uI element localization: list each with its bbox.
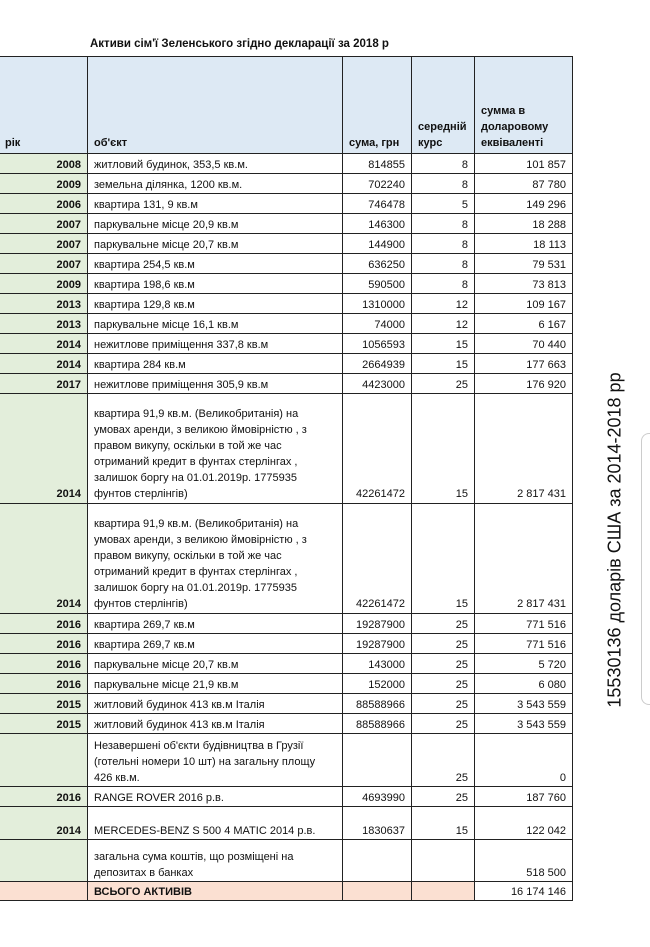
cell-rate: 25 bbox=[412, 787, 475, 807]
table-row bbox=[0, 354, 573, 374]
table-row bbox=[0, 274, 573, 294]
cell-object: квартира 91,9 кв.м. (Великобританія) на умовах аренди, з великою ймовірністю , з правом викупу, оскільки в той же час отриманий кредит в фунтах стерлінгах , залишок боргу на 01.01.2019р. 1775935 фунтов стерлінгів) bbox=[88, 504, 343, 614]
cell-usd: 3 543 559 bbox=[475, 694, 573, 714]
table-row bbox=[0, 214, 573, 234]
table-row bbox=[0, 234, 573, 254]
header-row bbox=[0, 57, 573, 154]
table-row bbox=[0, 674, 573, 694]
cell-sum-uah: 1310000 bbox=[343, 294, 412, 314]
cell-sum-uah: 152000 bbox=[343, 674, 412, 694]
cell-sum-uah bbox=[343, 734, 412, 787]
cell-sum-uah: 590500 bbox=[343, 274, 412, 294]
cell-object: паркувальне місце 20,9 кв.м bbox=[88, 214, 343, 234]
cell-year: 2009 bbox=[0, 274, 88, 294]
total-year-cell bbox=[0, 882, 88, 901]
cell-rate: 8 bbox=[412, 154, 475, 174]
total-row bbox=[0, 882, 573, 901]
cell-rate: 25 bbox=[412, 634, 475, 654]
cell-rate: 25 bbox=[412, 694, 475, 714]
cell-usd: 2 817 431 bbox=[475, 504, 573, 614]
cell-year: 2014 bbox=[0, 354, 88, 374]
cell-usd: 3 543 559 bbox=[475, 714, 573, 734]
cell-usd: 177 663 bbox=[475, 354, 573, 374]
cell-year: 2008 bbox=[0, 154, 88, 174]
cell-year: 2006 bbox=[0, 194, 88, 214]
cell-usd: 18 288 bbox=[475, 214, 573, 234]
table-row bbox=[0, 734, 573, 787]
cell-year: 2013 bbox=[0, 294, 88, 314]
cell-object: квартира 131, 9 кв.м bbox=[88, 194, 343, 214]
table-row bbox=[0, 787, 573, 807]
cell-object: нежитлове приміщення 305,9 кв.м bbox=[88, 374, 343, 394]
table-row bbox=[0, 334, 573, 354]
total-sum-cell bbox=[343, 882, 412, 901]
cell-object: Незавершені об'єкти будівництва в Грузії (готельні номери 10 шт) на загальну площу 426 кв.м. bbox=[88, 734, 343, 787]
cell-rate: 8 bbox=[412, 234, 475, 254]
cell-sum-uah: 144900 bbox=[343, 234, 412, 254]
cell-sum-uah: 88588966 bbox=[343, 694, 412, 714]
cell-year: 2016 bbox=[0, 787, 88, 807]
header-usd: сумма в доларовому еквіваленті bbox=[475, 57, 573, 154]
header-sum-uah: сума, грн bbox=[343, 57, 412, 154]
cell-object: житловий будинок 413 кв.м Італія bbox=[88, 714, 343, 734]
cell-usd: 187 760 bbox=[475, 787, 573, 807]
cell-rate: 8 bbox=[412, 274, 475, 294]
cell-sum-uah: 1056593 bbox=[343, 334, 412, 354]
cell-rate: 15 bbox=[412, 394, 475, 504]
cell-usd: 149 296 bbox=[475, 194, 573, 214]
cell-sum-uah: 143000 bbox=[343, 654, 412, 674]
cell-usd: 70 440 bbox=[475, 334, 573, 354]
header-object: об'єкт bbox=[88, 57, 343, 154]
cell-year: 2014 bbox=[0, 334, 88, 354]
cell-object: паркувальне місце 21,9 кв.м bbox=[88, 674, 343, 694]
cell-object: квартира 269,7 кв.м bbox=[88, 634, 343, 654]
table-row bbox=[0, 654, 573, 674]
cell-rate: 15 bbox=[412, 504, 475, 614]
cell-year: 2015 bbox=[0, 714, 88, 734]
cell-usd: 0 bbox=[475, 734, 573, 787]
cell-object: квартира 198,6 кв.м bbox=[88, 274, 343, 294]
cell-year: 2014 bbox=[0, 394, 88, 504]
cell-rate: 25 bbox=[412, 614, 475, 634]
cell-sum-uah bbox=[343, 840, 412, 882]
cell-sum-uah: 702240 bbox=[343, 174, 412, 194]
cell-object: нежитлове приміщення 337,8 кв.м bbox=[88, 334, 343, 354]
cell-usd: 518 500 bbox=[475, 840, 573, 882]
cell-rate: 12 bbox=[412, 314, 475, 334]
cell-rate: 5 bbox=[412, 194, 475, 214]
table-row bbox=[0, 374, 573, 394]
cell-rate: 8 bbox=[412, 254, 475, 274]
cell-sum-uah: 42261472 bbox=[343, 394, 412, 504]
cell-object: квартира 254,5 кв.м bbox=[88, 254, 343, 274]
cell-usd: 79 531 bbox=[475, 254, 573, 274]
table-row bbox=[0, 154, 573, 174]
cell-object: RANGE ROVER 2016 р.в. bbox=[88, 787, 343, 807]
cell-rate: 25 bbox=[412, 654, 475, 674]
table-row bbox=[0, 714, 573, 734]
document-title: Активи сім'ї Зеленського згідно декларації за 2018 р bbox=[90, 38, 389, 50]
cell-object: загальна сума коштів, що розміщені на депозитах в банках bbox=[88, 840, 343, 882]
cell-rate: 15 bbox=[412, 807, 475, 840]
header-year: рік bbox=[0, 57, 88, 154]
cell-object: паркувальне місце 16,1 кв.м bbox=[88, 314, 343, 334]
cell-year: 2016 bbox=[0, 654, 88, 674]
cell-usd: 6 080 bbox=[475, 674, 573, 694]
cell-usd: 771 516 bbox=[475, 614, 573, 634]
total-rate-cell bbox=[412, 882, 475, 901]
cell-year bbox=[0, 840, 88, 882]
cell-object: житловий будинок, 353,5 кв.м. bbox=[88, 154, 343, 174]
cell-usd: 73 813 bbox=[475, 274, 573, 294]
cell-sum-uah: 746478 bbox=[343, 194, 412, 214]
table-body bbox=[0, 154, 573, 901]
table-row bbox=[0, 840, 573, 882]
cell-rate: 15 bbox=[412, 334, 475, 354]
cell-rate: 25 bbox=[412, 674, 475, 694]
cell-object: квартира 284 кв.м bbox=[88, 354, 343, 374]
cell-year: 2013 bbox=[0, 314, 88, 334]
cell-year: 2014 bbox=[0, 807, 88, 840]
cell-usd: 87 780 bbox=[475, 174, 573, 194]
cell-sum-uah: 1830637 bbox=[343, 807, 412, 840]
header-rate: середній курс bbox=[412, 57, 475, 154]
cell-rate: 12 bbox=[412, 294, 475, 314]
cell-rate bbox=[412, 840, 475, 882]
cell-usd: 109 167 bbox=[475, 294, 573, 314]
table-row bbox=[0, 394, 573, 504]
cell-year bbox=[0, 734, 88, 787]
cell-year: 2016 bbox=[0, 614, 88, 634]
table-row bbox=[0, 314, 573, 334]
cell-year: 2016 bbox=[0, 674, 88, 694]
cell-sum-uah: 88588966 bbox=[343, 714, 412, 734]
cell-year: 2014 bbox=[0, 504, 88, 614]
table-row bbox=[0, 504, 573, 614]
assets-table bbox=[0, 56, 573, 901]
cell-rate: 25 bbox=[412, 734, 475, 787]
total-label: ВСЬОГО АКТИВІВ bbox=[88, 882, 343, 901]
cell-usd: 6 167 bbox=[475, 314, 573, 334]
side-note: 15530136 доларів США за 2014-2018 рр bbox=[604, 372, 625, 708]
cell-year: 2007 bbox=[0, 214, 88, 234]
cell-object: квартира 269,7 кв.м bbox=[88, 614, 343, 634]
cell-object: квартира 129,8 кв.м bbox=[88, 294, 343, 314]
cell-usd: 101 857 bbox=[475, 154, 573, 174]
cell-sum-uah: 2664939 bbox=[343, 354, 412, 374]
cell-sum-uah: 4423000 bbox=[343, 374, 412, 394]
cell-usd: 5 720 bbox=[475, 654, 573, 674]
cell-usd: 771 516 bbox=[475, 634, 573, 654]
cell-object: земельна ділянка, 1200 кв.м. bbox=[88, 174, 343, 194]
cell-usd: 18 113 bbox=[475, 234, 573, 254]
cell-sum-uah: 636250 bbox=[343, 254, 412, 274]
cell-year: 2016 bbox=[0, 634, 88, 654]
cell-rate: 15 bbox=[412, 354, 475, 374]
cell-year: 2007 bbox=[0, 254, 88, 274]
table-row bbox=[0, 694, 573, 714]
cell-usd: 122 042 bbox=[475, 807, 573, 840]
cell-object: паркувальне місце 20,7 кв.м bbox=[88, 234, 343, 254]
cell-usd: 176 920 bbox=[475, 374, 573, 394]
cell-object: житловий будинок 413 кв.м Італія bbox=[88, 694, 343, 714]
cell-sum-uah: 74000 bbox=[343, 314, 412, 334]
cell-rate: 8 bbox=[412, 214, 475, 234]
cell-rate: 25 bbox=[412, 374, 475, 394]
cell-rate: 25 bbox=[412, 714, 475, 734]
total-usd: 16 174 146 bbox=[475, 882, 573, 901]
cell-sum-uah: 4693990 bbox=[343, 787, 412, 807]
cell-year: 2007 bbox=[0, 234, 88, 254]
table-row bbox=[0, 807, 573, 840]
cell-sum-uah: 814855 bbox=[343, 154, 412, 174]
table-row bbox=[0, 634, 573, 654]
side-panel-handle[interactable] bbox=[641, 433, 650, 705]
cell-object: паркувальне місце 20,7 кв.м bbox=[88, 654, 343, 674]
cell-sum-uah: 42261472 bbox=[343, 504, 412, 614]
table-row bbox=[0, 254, 573, 274]
table-row bbox=[0, 294, 573, 314]
cell-object: MERCEDES-BENZ S 500 4 MATIC 2014 р.в. bbox=[88, 807, 343, 840]
cell-sum-uah: 19287900 bbox=[343, 614, 412, 634]
table-row bbox=[0, 614, 573, 634]
cell-usd: 2 817 431 bbox=[475, 394, 573, 504]
cell-object: квартира 91,9 кв.м. (Великобританія) на умовах аренди, з великою ймовірністю , з правом викупу, оскільки в той же час отриманий кредит в фунтах стерлінгах , залишок боргу на 01.01.2019р. 1775935 фунтов стерлінгів) bbox=[88, 394, 343, 504]
cell-sum-uah: 19287900 bbox=[343, 634, 412, 654]
cell-rate: 8 bbox=[412, 174, 475, 194]
table-row bbox=[0, 174, 573, 194]
cell-year: 2009 bbox=[0, 174, 88, 194]
cell-year: 2015 bbox=[0, 694, 88, 714]
table-row bbox=[0, 194, 573, 214]
cell-sum-uah: 146300 bbox=[343, 214, 412, 234]
cell-year: 2017 bbox=[0, 374, 88, 394]
